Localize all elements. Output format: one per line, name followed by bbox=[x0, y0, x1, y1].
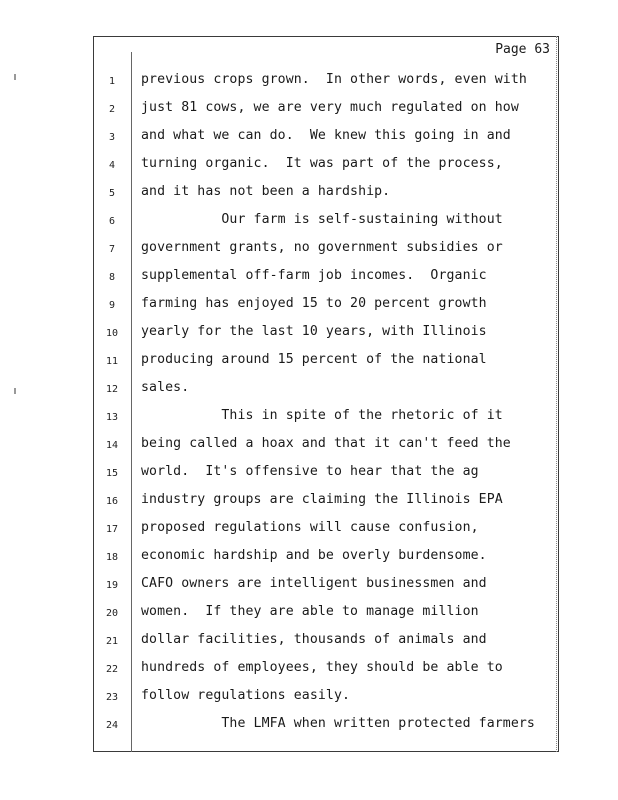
line-number: 22 bbox=[105, 664, 119, 675]
line-text: turning organic. It was part of the process, bbox=[141, 156, 503, 171]
transcript-line bbox=[0, 688, 618, 708]
transcript-line bbox=[0, 408, 618, 428]
line-text: being called a hoax and that it can't feed the bbox=[141, 436, 511, 451]
transcript-line bbox=[0, 660, 618, 680]
transcript-line bbox=[0, 576, 618, 596]
transcript-line bbox=[0, 604, 618, 624]
line-text: government grants, no government subsidies or bbox=[141, 240, 503, 255]
transcript-line bbox=[0, 492, 618, 512]
transcript-line bbox=[0, 240, 618, 260]
line-number: 5 bbox=[108, 188, 116, 199]
line-number: 2 bbox=[108, 104, 116, 115]
line-number: 15 bbox=[105, 468, 119, 479]
transcript-line bbox=[0, 436, 618, 456]
line-number: 14 bbox=[105, 440, 119, 451]
line-text: farming has enjoyed 15 to 20 percent growth bbox=[141, 296, 487, 311]
line-text: Our farm is self-sustaining without bbox=[141, 212, 503, 227]
transcript-line bbox=[0, 352, 618, 372]
line-number: 20 bbox=[105, 608, 119, 619]
line-number: 8 bbox=[108, 272, 116, 283]
transcript-line bbox=[0, 184, 618, 204]
transcript-line bbox=[0, 212, 618, 232]
line-number: 18 bbox=[105, 552, 119, 563]
line-number: 16 bbox=[105, 496, 119, 507]
line-text: dollar facilities, thousands of animals and bbox=[141, 632, 487, 647]
line-number: 17 bbox=[105, 524, 119, 535]
transcript-line bbox=[0, 716, 618, 736]
transcript-line bbox=[0, 100, 618, 120]
line-number: 6 bbox=[108, 216, 116, 227]
transcript-line bbox=[0, 548, 618, 568]
line-text: hundreds of employees, they should be able to bbox=[141, 660, 503, 675]
transcript-line bbox=[0, 268, 618, 288]
line-number: 1 bbox=[108, 76, 116, 87]
line-text: CAFO owners are intelligent businessmen and bbox=[141, 576, 487, 591]
line-text: industry groups are claiming the Illinois EPA bbox=[141, 492, 503, 507]
transcript-line bbox=[0, 380, 618, 400]
page-number: Page 63 bbox=[495, 42, 550, 57]
line-number: 19 bbox=[105, 580, 119, 591]
line-text: producing around 15 percent of the national bbox=[141, 352, 487, 367]
line-text: economic hardship and be overly burdensome. bbox=[141, 548, 487, 563]
line-text: The LMFA when written protected farmers bbox=[141, 716, 535, 731]
line-number: 3 bbox=[108, 132, 116, 143]
line-text: yearly for the last 10 years, with Illinois bbox=[141, 324, 487, 339]
line-text: just 81 cows, we are very much regulated on how bbox=[141, 100, 519, 115]
line-number: 4 bbox=[108, 160, 116, 171]
line-text: women. If they are able to manage million bbox=[141, 604, 479, 619]
transcript-line bbox=[0, 296, 618, 316]
line-text: follow regulations easily. bbox=[141, 688, 351, 703]
transcript-line bbox=[0, 72, 618, 92]
line-number: 24 bbox=[105, 720, 119, 731]
line-text: This in spite of the rhetoric of it bbox=[141, 408, 503, 423]
transcript-line bbox=[0, 128, 618, 148]
line-number: 23 bbox=[105, 692, 119, 703]
line-number: 11 bbox=[105, 356, 119, 367]
line-text: proposed regulations will cause confusion, bbox=[141, 520, 479, 535]
line-text: previous crops grown. In other words, even with bbox=[141, 72, 527, 87]
line-number: 12 bbox=[105, 384, 119, 395]
transcript-line bbox=[0, 520, 618, 540]
transcript-line bbox=[0, 632, 618, 652]
line-text: and it has not been a hardship. bbox=[141, 184, 391, 199]
line-text: world. It's offensive to hear that the ag bbox=[141, 464, 479, 479]
line-number: 10 bbox=[105, 328, 119, 339]
line-number: 13 bbox=[105, 412, 119, 423]
line-number: 7 bbox=[108, 244, 116, 255]
line-text: sales. bbox=[141, 380, 190, 395]
transcript-line bbox=[0, 464, 618, 484]
line-text: and what we can do. We knew this going in and bbox=[141, 128, 511, 143]
line-text: supplemental off-farm job incomes. Organic bbox=[141, 268, 487, 283]
line-number: 21 bbox=[105, 636, 119, 647]
line-number: 9 bbox=[108, 300, 116, 311]
transcript-line bbox=[0, 156, 618, 176]
transcript-line bbox=[0, 324, 618, 344]
